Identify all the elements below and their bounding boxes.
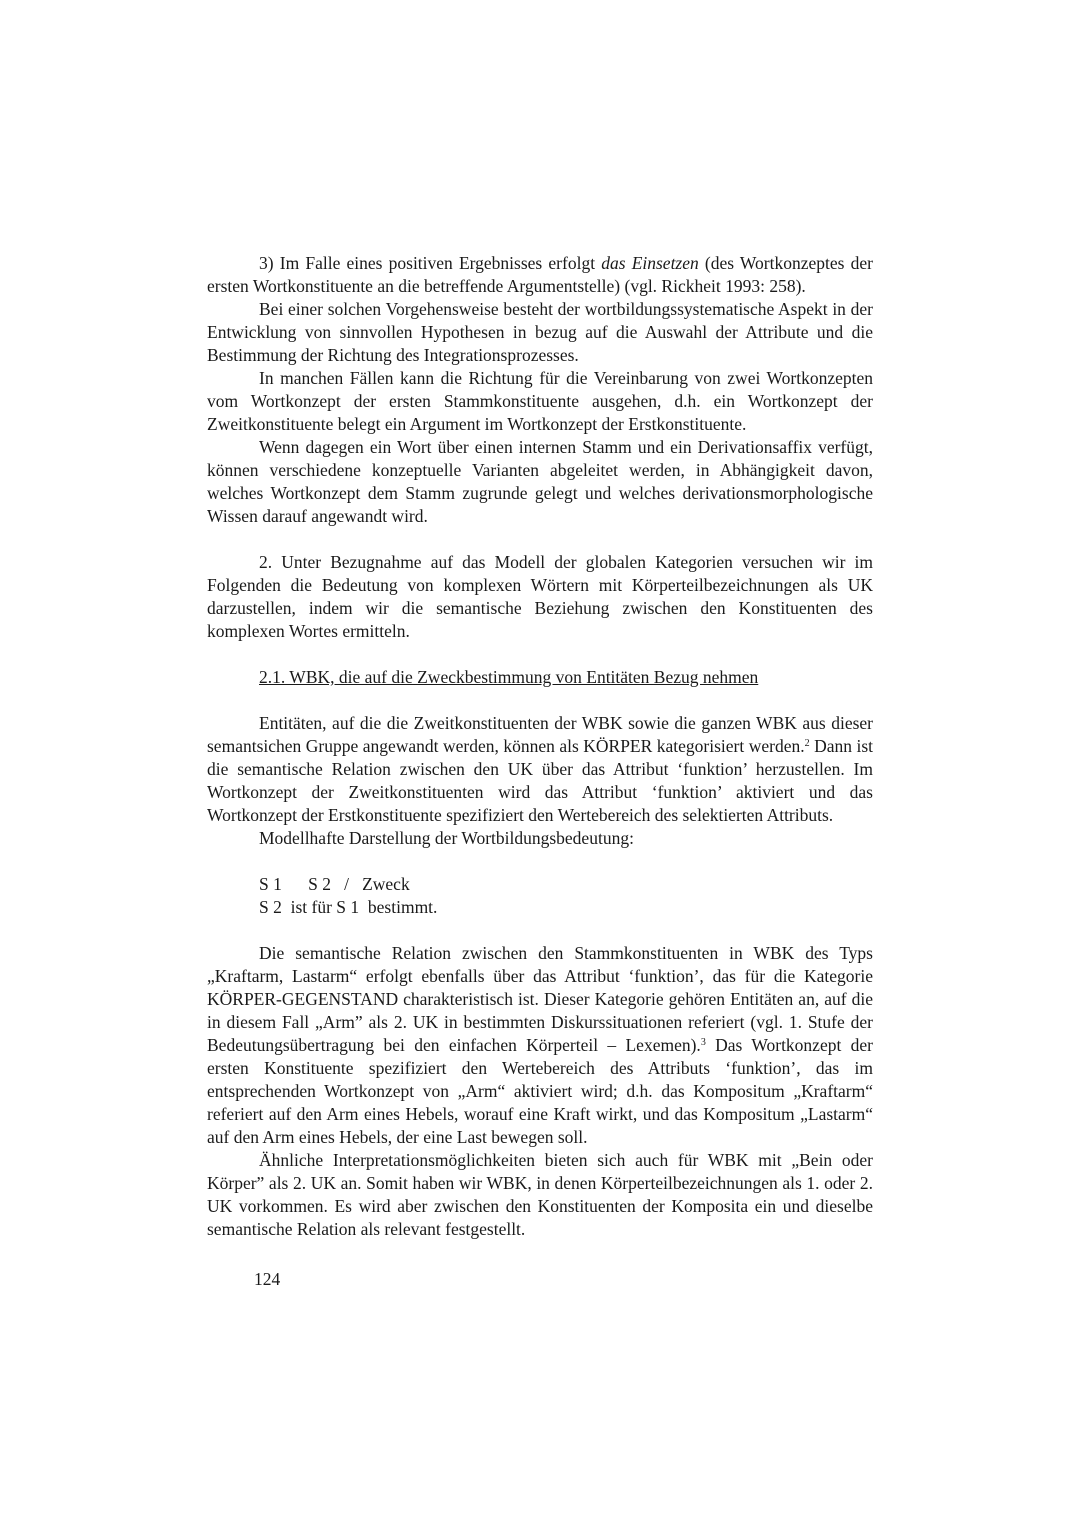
paragraph: Ähnliche Interpretationsmöglichkeiten bieten sich auch für WBK mit „Bein oder Körper” als 2. UK an. Somit haben wir WBK, in denen Körperteilbezeichnungen als 1. oder 2. UK vorkommen. Es wird aber zwischen den Konstituenten der Komposita ein und dieselbe semantische Relation als relevant festgestellt. <box>207 1150 873 1239</box>
page-body <box>207 252 873 1241</box>
formula-line: S 2 ist für S 1 bestimmt. <box>259 897 438 917</box>
text: (des Wortkonzeptes der ersten Wortkonstituente an die betreffende Argumentstelle) (vgl. Rickheit 1993: 258). <box>207 253 873 296</box>
formula-line: S 1 S 2 / Zweck <box>259 874 410 894</box>
paragraph-integration-step <box>207 252 873 298</box>
section-heading: 2.1. WBK, die auf die Zweckbestimmung von Entitäten Bezug nehmen <box>259 667 759 687</box>
text: Das Wortkonzept der ersten Konstituente spezifiziert den Wertebereich des Attributs ‘funktion’, das im entsprechenden Wortkonzept von „Arm“ aktiviert wird; d.h. das Kompositum „Kraftarm“ referiert auf den Arm eines Hebels, worauf eine Kraft wirkt, und das Kompositum „Lastarm“ auf den Arm eines Hebels, der eine Last bewegen soll. <box>207 1035 874 1147</box>
paragraph: In manchen Fällen kann die Richtung für die Vereinbarung von zwei Wortkonzepten vom Wortkonzept der ersten Stammkonstituente ausgehen, d.h. ein Wortkonzept der Zweitkonstituente belegt ein Argument im Wortkonzept der Erstkonstituente. <box>207 368 873 434</box>
emphasis: das Einsetzen <box>601 253 699 273</box>
paragraph: Modellhafte Darstellung der Wortbildungsbedeutung: <box>259 828 634 848</box>
text: Dann ist die semantische Relation zwischen den UK über das Attribut ‘funktion’ herzustellen. Im Wortkonzept der Zweitkonstituenten wird das Attribut ‘funktion’ aktiviert und das Wortkonzept der Erstkonstituente spezifiziert den Wertebereich des selektierten Attributs. <box>207 736 873 825</box>
footnote-ref: 2 <box>804 738 810 749</box>
footnote-ref: 3 <box>700 1037 706 1048</box>
text: 3) Im Falle eines positiven Ergebnisses erfolgt <box>259 253 602 273</box>
page-number: 124 <box>254 1269 281 1289</box>
paragraph: Bei einer solchen Vorgehensweise besteht der wortbildungssystematische Aspekt in der Entwicklung von sinnvollen Hypothesen in bezug auf die Auswahl der Attribute und die Bestimmung der Richtung des Integrationsprozesses. <box>207 299 873 365</box>
paragraph <box>207 712 873 827</box>
paragraph: Wenn dagegen ein Wort über einen internen Stamm und ein Derivationsaffix verfügt, können verschiedene konzeptuelle Varianten abgeleitet werden, in Abhängigkeit davon, welches Wortkonzept dem Stamm zugrunde gelegt und welches derivationsmorphologische Wissen darauf angewandt wird. <box>207 437 873 526</box>
text: Die semantische Relation zwischen den Stammkonstituenten in WBK des Typs „Kraftarm, Lastarm“ erfolgt ebenfalls über das Attribut ‘funktion’, das für die Kategorie KÖRPER-GEGENSTAND charakteristisch ist. Dieser Kategorie gehören Entitäten an, auf die in diesem Fall „Arm” als 2. UK in bestimmten Diskurssituationen referiert (vgl. 1. Stufe der Bedeutungsübertragung bei den einfachen Körperteil – Lexemen). <box>207 943 873 1055</box>
paragraph <box>207 942 873 1149</box>
text: Entitäten, auf die die Zweitkonstituenten der WBK sowie die ganzen WBK aus dieser semantsichen Gruppe angewandt werden, können als KÖRPER kategorisiert werden. <box>207 713 873 756</box>
paragraph-section-2: 2. Unter Bezugnahme auf das Modell der globalen Kategorien versuchen wir im Folgenden die Bedeutung von komplexen Wörtern mit Körperteilbezeichnungen als UK darzustellen, indem wir die semantische Beziehung zwischen den Konstituenten des komplexen Wortes ermitteln. <box>207 552 873 641</box>
